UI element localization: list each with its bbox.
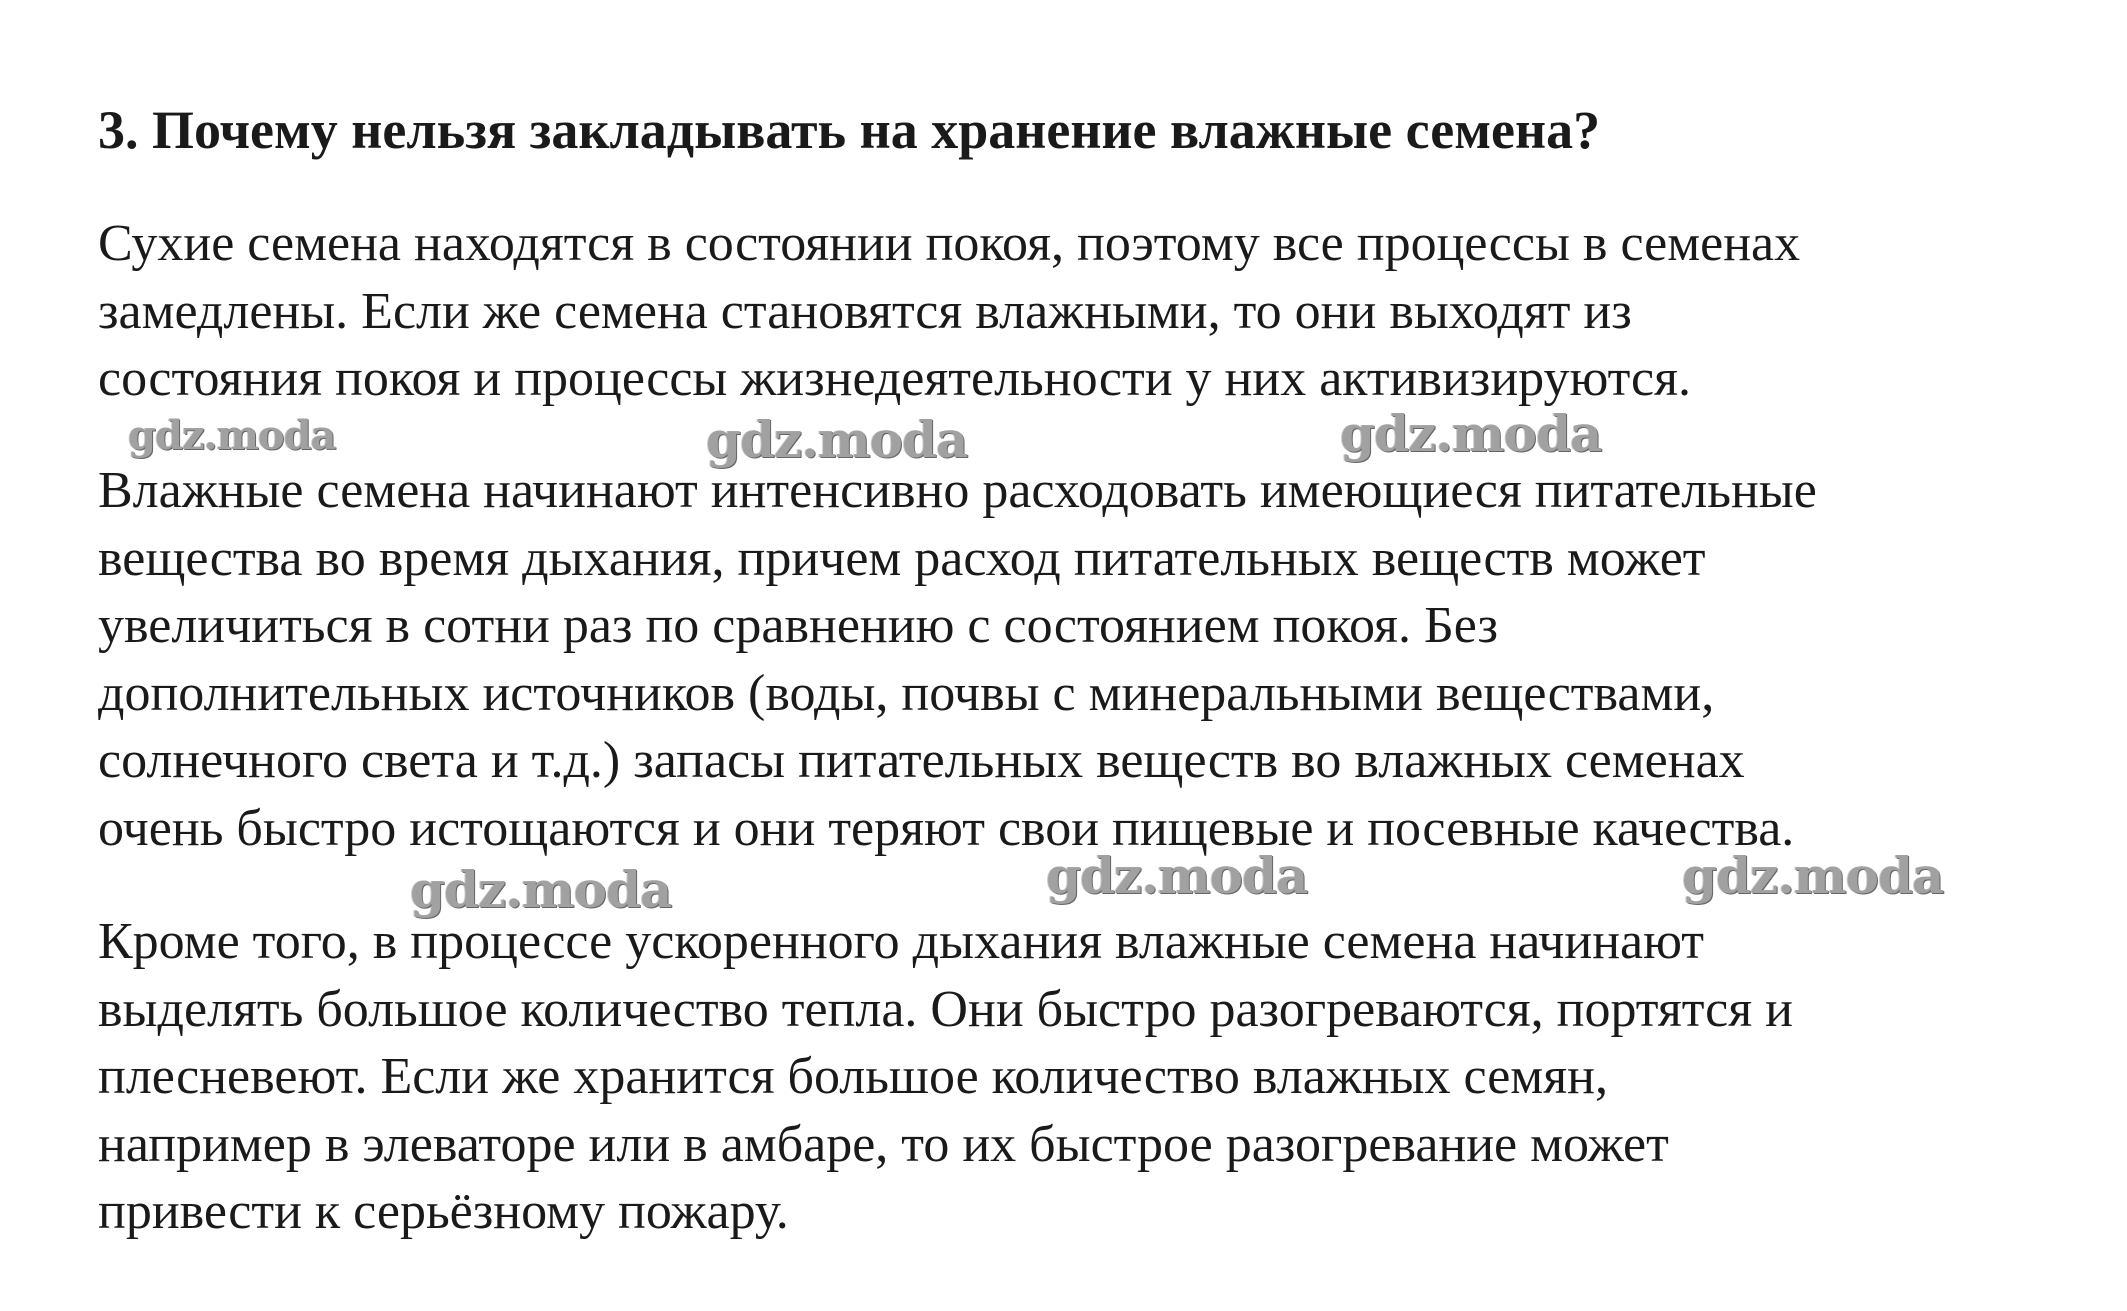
paragraph-line: Сухие семена находятся в состоянии покоя, поэтому все процессы в семенах — [98, 215, 1801, 272]
answer-paragraph-3 — [98, 908, 1793, 1246]
watermark: gdz.moda — [410, 860, 672, 919]
paragraph-line: плесневеют. Если же хранится большое количество влажных семян, — [98, 1048, 1608, 1105]
paragraph-line: например в элеваторе или в амбаре, то их быстрое разогревание может — [98, 1115, 1669, 1173]
paragraph-line: очень быстро истощаются и они теряют свои пищевые и посевные качества. — [98, 799, 1795, 857]
paragraph-line: состояния покоя и процессы жизнедеятельности у них активизируются. — [98, 350, 1691, 407]
answer-paragraph-2 — [98, 457, 1817, 862]
paragraph-line: увеличиться в сотни раз по сравнению с состоянием покоя. Без — [98, 597, 1499, 654]
paragraph-line: выделять большое количество тепла. Они быстро разогреваются, портятся и — [98, 980, 1793, 1038]
watermark: gdz.moda — [128, 412, 336, 459]
watermark: gdz.moda — [1682, 846, 1944, 905]
paragraph-line: привести к серьёзному пожару. — [98, 1183, 789, 1240]
answer-paragraph-1 — [98, 210, 1800, 413]
paragraph-line: дополнительных источников (воды, почвы с минеральными веществами, — [98, 664, 1715, 722]
watermark: gdz.moda — [706, 410, 968, 469]
watermark: gdz.moda — [1046, 846, 1308, 905]
paragraph-line: Кроме того, в процессе ускоренного дыхания влажные семена начинают — [98, 913, 1705, 970]
watermark: gdz.moda — [1340, 404, 1602, 463]
paragraph-line: замедлены. Если же семена становятся влажными, то они выходят из — [98, 282, 1632, 340]
paragraph-line: Влажные семена начинают интенсивно расходовать имеющиеся питательные — [98, 462, 1817, 519]
paragraph-line: солнечного света и т.д.) запасы питательных веществ во влажных семенах — [98, 732, 1745, 789]
paragraph-line: вещества во время дыхания, причем расход питательных веществ может — [98, 529, 1706, 587]
question-heading: 3. Почему нельзя закладывать на хранение влажные семена? — [98, 100, 1601, 160]
